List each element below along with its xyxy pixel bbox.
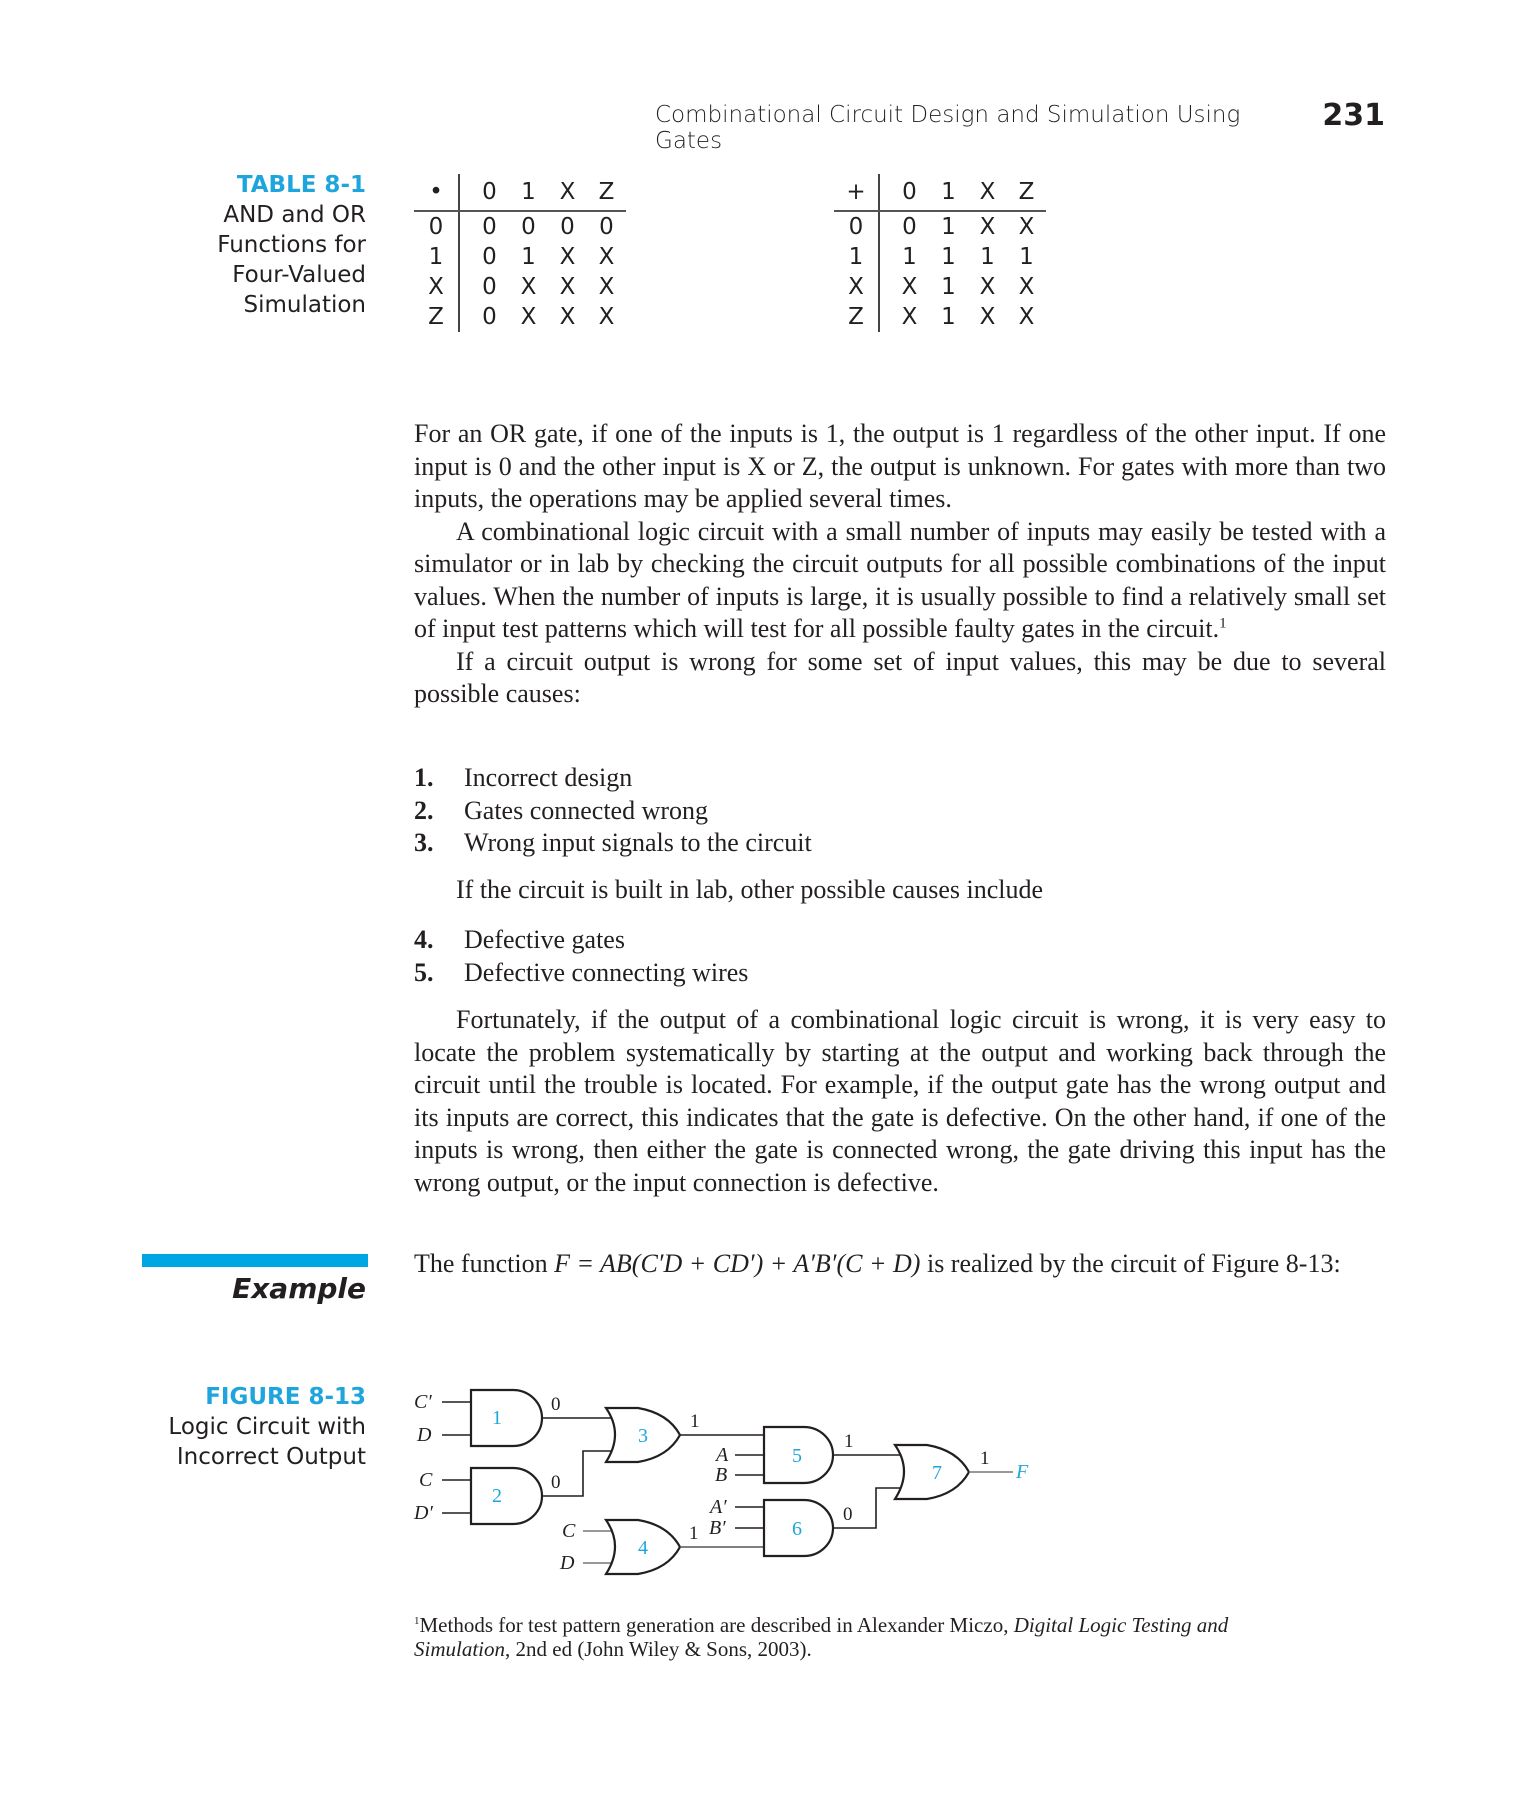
gate-number: 2 — [492, 1485, 502, 1507]
table-cell: X — [559, 274, 576, 300]
list-item — [414, 827, 812, 860]
table-cell: X — [901, 304, 918, 330]
column-header: 0 — [879, 174, 929, 211]
row-header: 1 — [414, 242, 459, 272]
example-text-before: The function — [414, 1249, 548, 1278]
table-row — [414, 242, 626, 272]
and-gate-1 — [471, 1390, 542, 1446]
table-cell: X — [901, 274, 918, 300]
table-cell: 0 — [599, 214, 614, 240]
input-label: B′ — [709, 1517, 726, 1539]
column-header: 0 — [459, 174, 509, 211]
figure-caption-line: Incorrect Output — [176, 1444, 366, 1470]
gate-number: 7 — [932, 1462, 942, 1484]
table-caption-line: Functions for — [217, 232, 366, 258]
table-cell: X — [598, 274, 615, 300]
list-text: Defective connecting wires — [464, 957, 749, 987]
table-cell: 0 — [521, 214, 536, 240]
table-row — [834, 272, 1046, 302]
list-text: Defective gates — [464, 925, 625, 954]
table-cell: X — [598, 304, 615, 330]
footnote-text: Methods for test pattern generation are described in Alexander Miczo, — [419, 1613, 1009, 1637]
signal-value: 1 — [844, 1431, 854, 1452]
list-text: Gates connected wrong — [464, 795, 709, 825]
table-cell: 0 — [482, 274, 497, 300]
table-cell: 1 — [980, 244, 995, 270]
footnote-marker: 1 — [414, 1615, 420, 1627]
list-item — [414, 924, 748, 957]
table-cell: X — [520, 274, 537, 300]
table-header-row — [414, 174, 626, 211]
table-cell: 1 — [521, 244, 536, 270]
signal-value: 0 — [551, 1472, 561, 1493]
table-cell: X — [979, 304, 996, 330]
gate-number: 3 — [638, 1425, 648, 1447]
paragraph: For an OR gate, if one of the inputs is 1, the output is 1 regardless of the other input. If one input is 0 and the other input is X or Z, the output is unknown. For gates with more than two inputs, the operations may be applied several times. — [414, 419, 1386, 513]
table-cell: X — [1018, 214, 1035, 240]
example-label: Example — [232, 1272, 366, 1305]
column-header: 1 — [509, 174, 548, 211]
table-cell: 0 — [482, 214, 497, 240]
causes-list-1 — [414, 762, 812, 860]
signal-value: 1 — [690, 1411, 700, 1432]
table-cell: X — [1018, 304, 1035, 330]
body-text-block-1 — [414, 418, 1386, 711]
list-number: 3. — [414, 828, 434, 857]
footnote-book-title: Digital Logic Testing and — [1013, 1613, 1229, 1637]
paragraph: If a circuit output is wrong for some set of input values, this may be due to several possible causes: — [414, 646, 1386, 708]
table-cell: 0 — [482, 304, 497, 330]
table-cell: 0 — [902, 214, 917, 240]
column-header: Z — [587, 174, 626, 211]
gate-number: 5 — [792, 1445, 802, 1467]
gate-number: 4 — [638, 1537, 648, 1559]
table-cell: 0 — [560, 214, 575, 240]
table-row — [414, 272, 626, 302]
row-header: X — [414, 272, 459, 302]
table-header-row — [834, 174, 1046, 211]
table-cell: X — [559, 244, 576, 270]
row-header: Z — [414, 302, 459, 332]
table-caption-line: Four-Valued — [232, 262, 366, 288]
footnote — [414, 1613, 1374, 1661]
footnote-text-end: , 2nd ed (John Wiley & Sons, 2003). — [505, 1637, 812, 1661]
input-label: C — [419, 1469, 433, 1491]
figure-label: FIGURE 8-13 — [205, 1384, 366, 1410]
table-row — [414, 211, 626, 242]
list-number: 1. — [414, 763, 434, 792]
list-text: Incorrect design — [464, 763, 633, 792]
column-header: Z — [1007, 174, 1046, 211]
running-head — [655, 98, 1385, 154]
table-row — [414, 302, 626, 332]
list-item — [414, 957, 748, 990]
column-header: X — [968, 174, 1007, 211]
table-cell: X — [520, 304, 537, 330]
page-number: 231 — [1322, 98, 1385, 133]
table-row — [834, 242, 1046, 272]
paragraph — [414, 516, 1386, 646]
and-gate-2 — [471, 1468, 542, 1524]
chapter-title: Combinational Circuit Design and Simulation Using Gates — [655, 102, 1241, 154]
row-header: X — [834, 272, 879, 302]
table-cell: X — [979, 274, 996, 300]
signal-value: 1 — [689, 1523, 699, 1544]
example-text — [414, 1248, 1386, 1281]
table-cell: 1 — [902, 244, 917, 270]
footnote-ref[interactable]: 1 — [1219, 615, 1227, 632]
list-number: 5. — [414, 957, 434, 987]
table-cell: X — [1018, 274, 1035, 300]
input-label: A — [716, 1444, 729, 1466]
input-label: D′ — [414, 1502, 433, 1524]
input-label: C′ — [414, 1391, 432, 1413]
table-cell: 0 — [482, 244, 497, 270]
paragraph: Fortunately, if the output of a combinational logic circuit is wrong, it is very easy to locate the problem systematically by starting at the output and working back through the circuit until the trouble is located. For example, if the output gate has the wrong output and its inputs are correct, this indicates that the gate is defective. On the other hand, if one of the inputs is wrong, then either the gate is connected wrong, the gate driving this input has the wrong output, or the input connection is defective. — [414, 1005, 1386, 1197]
signal-value: 0 — [843, 1504, 853, 1525]
list-item — [414, 795, 812, 828]
row-header: 0 — [834, 211, 879, 242]
table-label: TABLE 8-1 — [236, 172, 366, 198]
and-truth-table — [414, 174, 626, 332]
and-operator: • — [414, 174, 459, 211]
row-header: 1 — [834, 242, 879, 272]
row-header: 0 — [414, 211, 459, 242]
output-label: F — [1016, 1461, 1029, 1483]
table-cell: X — [598, 244, 615, 270]
table-caption-line: Simulation — [243, 292, 366, 318]
list-number: 4. — [414, 925, 434, 954]
paragraph: If the circuit is built in lab, other possible causes include — [456, 875, 1044, 904]
gate-number: 1 — [492, 1407, 502, 1429]
input-label: D — [417, 1424, 432, 1446]
list-item — [414, 762, 812, 795]
example-accent-bar — [142, 1254, 368, 1267]
footnote-book-title-cont: Simulation — [414, 1637, 506, 1661]
row-header: Z — [834, 302, 879, 332]
table-cell: 1 — [941, 244, 956, 270]
table-cell: 1 — [941, 274, 956, 300]
or-truth-table — [834, 174, 1046, 332]
input-label: A′ — [710, 1496, 727, 1518]
gate-number: 6 — [792, 1518, 802, 1540]
input-label: D — [560, 1552, 575, 1574]
table-row — [834, 302, 1046, 332]
signal-value: 1 — [980, 1448, 990, 1469]
column-header: 1 — [929, 174, 968, 211]
list-text: Wrong input signals to the circuit — [464, 828, 812, 857]
table-cell: X — [559, 304, 576, 330]
table-caption-line: AND and OR — [223, 202, 366, 228]
input-label: C — [562, 1520, 576, 1542]
signal-value: 0 — [551, 1394, 561, 1415]
input-label: B — [715, 1464, 728, 1486]
table-caption — [217, 170, 366, 320]
figure-caption — [168, 1382, 366, 1472]
table-cell: 1 — [941, 304, 956, 330]
example-text-after: is realized by the circuit of Figure 8-13: — [926, 1249, 1341, 1278]
logic-circuit-diagram — [400, 1375, 1060, 1585]
paragraph-text: A combinational logic circuit with a small number of inputs may easily be tested with a simulator or in lab by checking the circuit outputs for all possible combinations of the input values. When the number of inputs is large, it is usually possible to find a relatively small set of input test patterns which will test for all possible faulty gates in the circuit. — [414, 516, 1386, 643]
column-header: X — [548, 174, 587, 211]
table-cell: X — [979, 214, 996, 240]
or-operator: + — [834, 174, 879, 211]
figure-caption-line: Logic Circuit with — [168, 1414, 366, 1440]
table-cell: 1 — [941, 214, 956, 240]
table-cell: 1 — [1019, 244, 1034, 270]
list-number: 2. — [414, 795, 434, 825]
table-row — [834, 211, 1046, 242]
causes-list-2 — [414, 924, 748, 989]
example-formula: F = AB(C′D + CD′) + A′B′(C + D) — [554, 1249, 921, 1278]
